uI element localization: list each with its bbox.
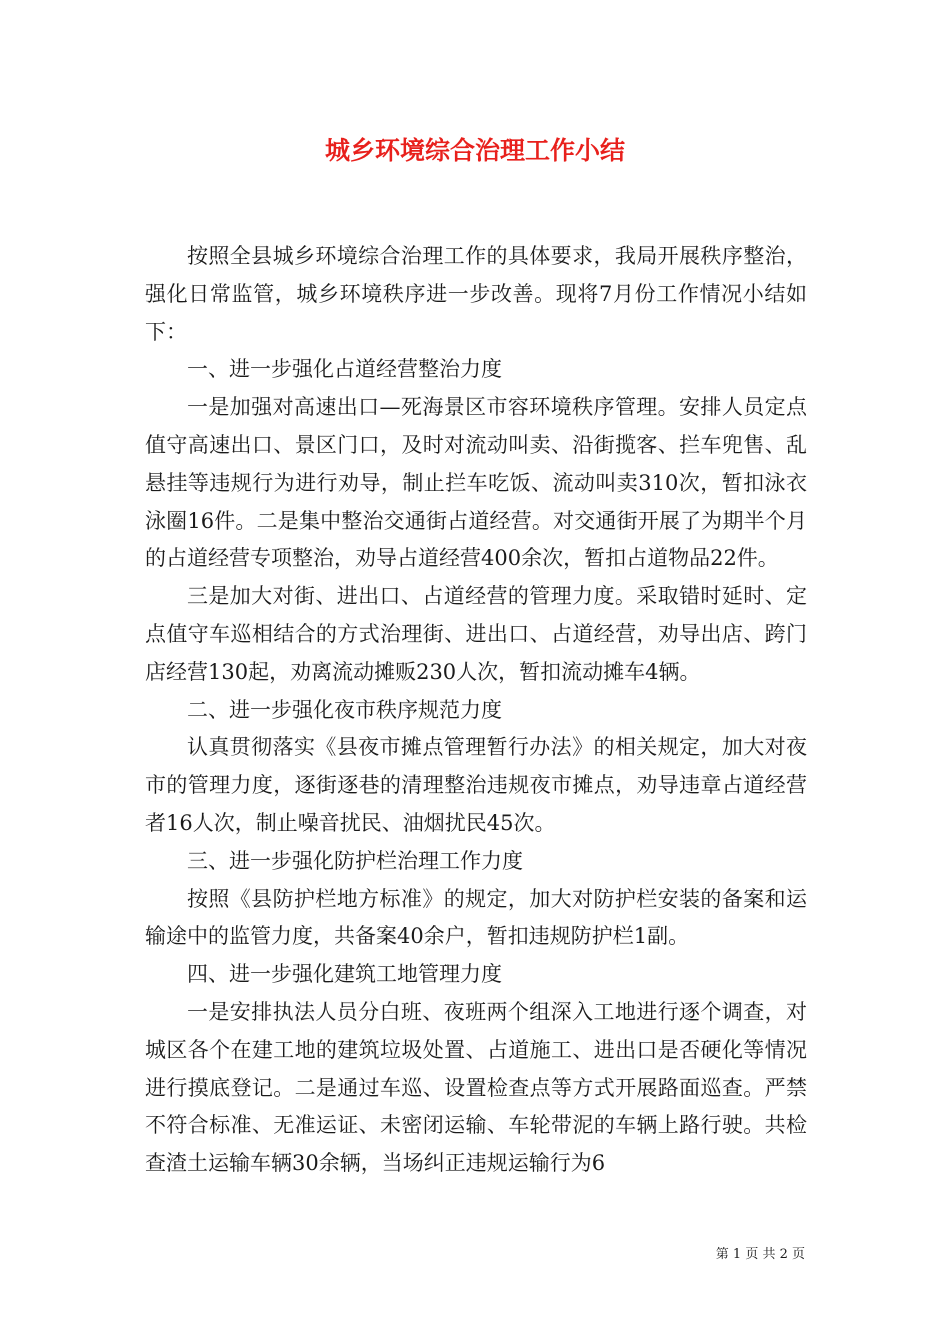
paragraph: 一是安排执法人员分白班、夜班两个组深入工地进行逐个调查，对城区各个在建工地的建筑垃圾处置、占道施工、进出口是否硬化等情况进行摸底登记。二是通过车巡、设置检查点等方式开展路面巡查。严禁不符合标准、无准运证、未密闭运输、车轮带泥的车辆上路行驶。共检查渣土运输车辆30余辆，当场纠正违规运输行为6: [145, 999, 807, 1176]
section-heading-4: 四、进一步强化建筑工地管理力度: [187, 962, 502, 987]
paragraph: 三是加大对街、进出口、占道经营的管理力度。采取错时延时、定点值守车巡相结合的方式治理街、进出口、占道经营，劝导出店、跨门店经营130起，劝离流动摊贩230人次，暂扣流动摊车4辆。: [145, 584, 807, 684]
intro-paragraph: 按照全县城乡环境综合治理工作的具体要求，我局开展秩序整治，强化日常监管，城乡环境秩序进一步改善。现将7月份工作情况小结如下：: [145, 244, 807, 344]
page-number: 第 1 页 共 2 页: [715, 1247, 805, 1262]
section-heading-1: 一、进一步强化占道经营整治力度: [187, 357, 502, 382]
paragraph: 认真贯彻落实《县夜市摊点管理暂行办法》的相关规定，加大对夜市的管理力度，逐街逐巷的清理整治违规夜市摊点，劝导违章占道经营者16人次，制止噪音扰民、油烟扰民45次。: [145, 735, 807, 835]
document-title: 城乡环境综合治理工作小结: [324, 136, 625, 165]
document-body: [145, 238, 807, 1183]
section-heading-3: 三、进一步强化防护栏治理工作力度: [187, 848, 523, 873]
paragraph: 一是加强对高速出口—死海景区市容环境秩序管理。安排人员定点值守高速出口、景区门口，及时对流动叫卖、沿街揽客、拦车兜售、乱悬挂等违规行为进行劝导，制止拦车吃饭、流动叫卖310次，暂扣泳衣泳圈16件。二是集中整治交通街占道经营。对交通街开展了为期半个月的占道经营专项整治，劝导占道经营400余次，暂扣占道物品22件。: [145, 395, 807, 571]
paragraph: 按照《县防护栏地方标准》的规定，加大对防护栏安装的备案和运输途中的监管力度，共备案40余户，暂扣违规防护栏1副。: [145, 886, 807, 949]
section-heading-2: 二、进一步强化夜市秩序规范力度: [187, 697, 502, 722]
